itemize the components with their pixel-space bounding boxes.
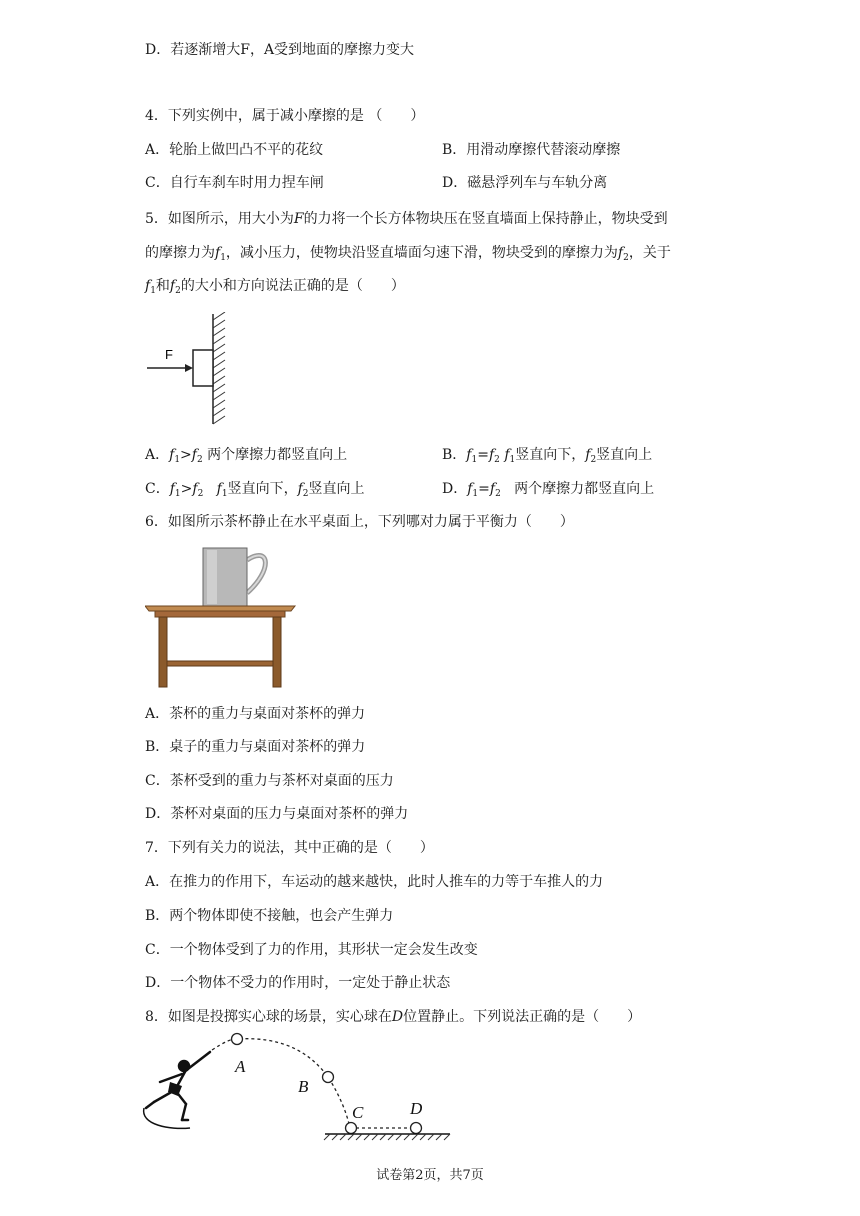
ball-a bbox=[232, 1034, 243, 1045]
q5-stem-line2: 的摩擦力为$f_1$，减小压力，使物块沿竖直墙面匀速下滑，物块受到的摩擦力为$f_2$，关于 bbox=[145, 245, 671, 263]
q6-cup-table-figure bbox=[145, 545, 300, 690]
ball-b bbox=[323, 1072, 334, 1083]
q7-option-b: B．两个物体即使不接触，也会产生弹力 bbox=[145, 908, 394, 924]
q4-option-b: B．用滑动摩擦代替滚动摩擦 bbox=[442, 142, 621, 158]
label-d: D bbox=[410, 1099, 423, 1118]
q6-option-b: B．桌子的重力与桌面对茶杯的弹力 bbox=[145, 739, 366, 755]
label-c: C bbox=[352, 1103, 364, 1122]
q4-option-c: C．自行车刹车时用力捏车闸 bbox=[145, 175, 324, 191]
q6-option-a: A．茶杯的重力与桌面对茶杯的弹力 bbox=[145, 706, 366, 722]
q5-block-wall-figure bbox=[145, 312, 245, 427]
q8-stem: 8．如图是投掷实心球的场景，实心球在D位置静止。下列说法正确的是（ ） bbox=[145, 1009, 642, 1025]
table-leg bbox=[159, 617, 167, 687]
q5-option-a: A．$f_1>f_2$ 两个摩擦力都竖直向上 bbox=[145, 447, 348, 465]
q4-stem: 4．下列实例中，属于减小摩擦的是 （ ） bbox=[145, 108, 425, 124]
table-leg bbox=[273, 617, 281, 687]
q5-option-b: B．$f_1=f_2$ $f_1$竖直向下，$f_2$竖直向上 bbox=[442, 447, 653, 465]
q4-option-a: A．轮胎上做凹凸不平的花纹 bbox=[145, 142, 324, 158]
page-footer: 试卷第2页，共7页 bbox=[376, 1168, 484, 1183]
q5-option-c: C．$f_1>f_2$ $f_1$竖直向下，$f_2$竖直向上 bbox=[145, 481, 365, 499]
label-b: B bbox=[298, 1077, 309, 1096]
q8-shot-put-figure bbox=[140, 1030, 460, 1145]
q7-option-a: A．在推力的作用下，车运动的越来越快，此时人推车的力等于车推人的力 bbox=[145, 874, 604, 890]
q3-option-d: D．若逐渐增大F，A受到地面的摩擦力变大 bbox=[145, 42, 415, 58]
ball-c bbox=[346, 1123, 357, 1134]
block bbox=[193, 350, 213, 386]
q7-option-d: D．一个物体不受力的作用时，一定处于静止状态 bbox=[145, 975, 451, 991]
q7-option-c: C．一个物体受到了力的作用，其形状一定会发生改变 bbox=[145, 942, 478, 958]
ball-d bbox=[411, 1123, 422, 1134]
q5-option-d: D．$f_1=f_2$ 两个摩擦力都竖直向上 bbox=[442, 481, 655, 499]
force-label: F bbox=[165, 347, 173, 362]
q6-option-c: C．茶杯受到的重力与茶杯对桌面的压力 bbox=[145, 773, 394, 789]
label-a: A bbox=[235, 1057, 246, 1076]
q4-option-d: D．磁悬浮列车与车轨分离 bbox=[442, 175, 608, 191]
q6-option-d: D．茶杯对桌面的压力与桌面对茶杯的弹力 bbox=[145, 806, 409, 822]
q5-stem-line3: $f_1$和$f_2$的大小和方向说法正确的是（ ） bbox=[145, 278, 405, 296]
table-top bbox=[145, 606, 295, 611]
q7-stem: 7．下列有关力的说法，其中正确的是（ ） bbox=[145, 840, 434, 856]
q6-stem: 6．如图所示茶杯静止在水平桌面上，下列哪对力属于平衡力（ ） bbox=[145, 514, 574, 530]
trajectory bbox=[212, 1039, 350, 1128]
q5-stem-line1: 5．如图所示，用大小为F的力将一个长方体物块压在竖直墙面上保持静止，物块受到 bbox=[145, 211, 668, 227]
